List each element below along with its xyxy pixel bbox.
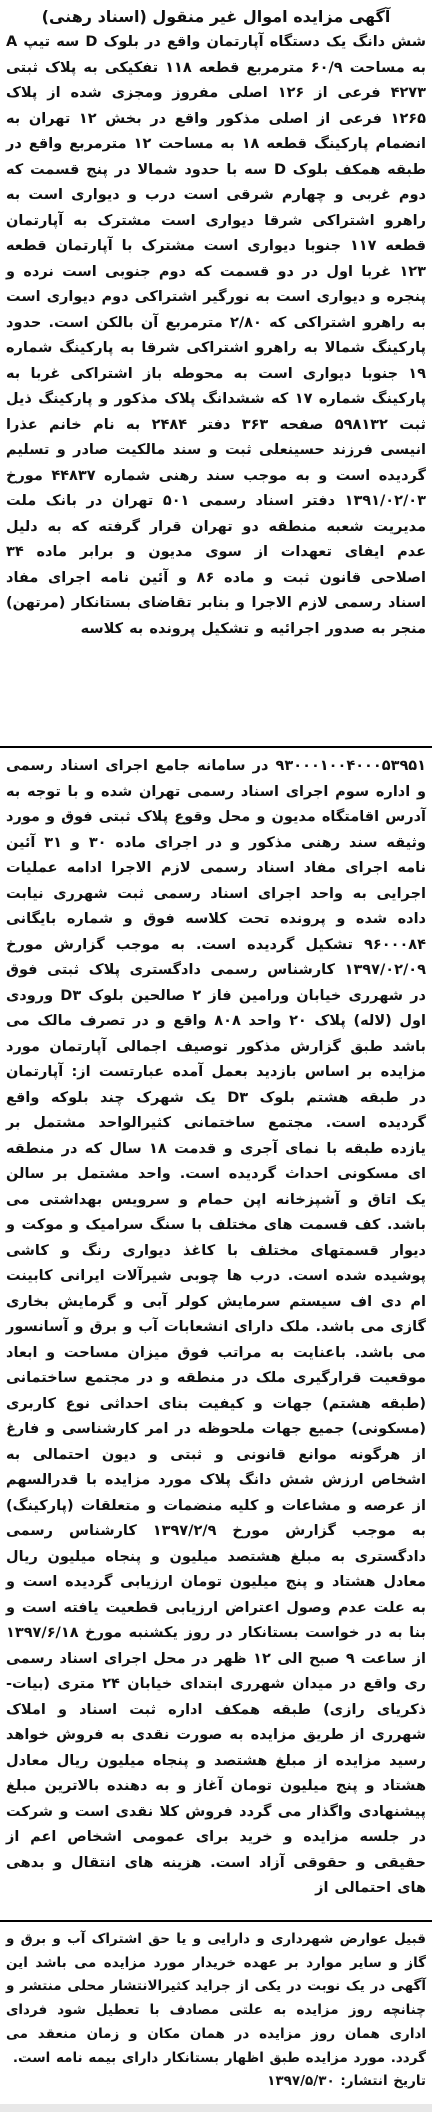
section-divider bbox=[0, 746, 432, 748]
notice-section-2 bbox=[6, 754, 426, 1902]
notice-section-3 bbox=[6, 1928, 426, 2094]
section-divider bbox=[0, 1920, 432, 1922]
notice-body-part-1: شش دانگ یک دستگاه آپارتمان واقع در بلوک D سه تیپ A به مساحت ۶۰/۹ مترمربع قطعه ۱۱۸ تفکیکی به پلاک ثبتی ۴۲۷۳ فرعی از ۱۲۶ اصلی مفروز ومجزی شده از پلاک ۱۲۶۵ فرعی از اصلی مذکور واقع در بخش ۱۲ تهران به انضمام پارکینگ قطعه ۱۸ به مساحت ۱۲ مترمربع واقع در طبقه همکف بلوک D سه با حدود شمالا در پنج قسمت که دوم غربی و چهارم شرقی است درب و دیواری است به راهرو اشتراکی شرقا دیواری است مشترک به آپارتمان قطعه ۱۱۷ جنوبا دیواری است مشترک با آپارتمان قطعه ۱۲۳ غربا اول در دو قسمت که دوم جنوبی است نرده و پنجره و دیواری است به نورگیر اشتراکی دوم دیواری است به راهرو اشتراکی که ۲/۸۰ مترمربع آن بالکن است. حدود پارکینگ شمالا به راهرو اشتراکی شرقا به پارکینگ شماره ۱۹ جنوبا دیواری است به محوطه باز اشتراکی غربا به پارکینگ شماره ۱۷ که ششدانگ پلاک مذکور و پارکینگ ذیل ثبت ۵۹۸۱۳۲ صفحه ۳۶۳ دفتر ۲۴۸۴ به نام خانم عذرا انیسی فرزند حسینعلی ثبت و سند مالکیت صادر و تسلیم گردیده است و به موجب سند رهنی شماره ۴۴۸۳۷ مورخ ۱۳۹۱/۰۲/۰۳ دفتر اسناد رسمی ۵۰۱ تهران در بانک ملت مدیریت شعبه منطقه دو تهران قرار گرفته که به دلیل عدم ایفای تعهدات از سوی مدیون و برابر ماده ۳۴ اصلاحی قانون ثبت و ماده ۸۶ و آئین نامه اجرای مفاد اسناد رسمی لازم الاجرا و بنابر تقاضای بستانکار (مرتهن) منجر به صدور اجرائیه و تشکیل پرونده به کلاسه bbox=[6, 34, 427, 637]
notice-title: آگهی مزایده اموال غیر منقول (اسناد رهنی) bbox=[41, 7, 391, 26]
notice-body-part-3: قبیل عوارض شهرداری و دارایی و یا حق اشتراک آب و برق و گاز و سایر موارد بر عهده خریدار مورد مزایده می باشد این آگهی در یک نوبت در یکی از جراید کثیرالانتشار محلی منتشر و چنانچه روز مزایده به علتی مصادف با تعطیل شود فردای اداری همان روز مزایده در همان مکان و زمان منعقد می گردد. مورد مزایده طبق اظهار بستانکار دارای بیمه نامه است. bbox=[6, 1931, 426, 2066]
notice-section-1 bbox=[6, 4, 426, 642]
publication-date: تاریخ انتشار: ۱۳۹۷/۵/۳۰ bbox=[267, 2073, 426, 2090]
notice-body-part-2: ۹۳۰۰۰۱۰۰۴۰۰۰۵۳۹۵۱ در سامانه جامع اجرای اسناد رسمی و اداره سوم اجرای اسناد رسمی تهران شده و با توجه به آدرس اقامتگاه مدیون و محل وقوع پلاک ثبتی فوق و مورد وثیقه سند رهنی مذکور و در اجرای ماده ۳۰ و ۳۱ آئین نامه اجرای مفاد اسناد رسمی لازم الاجرا ادامه عملیات اجرایی به واحد اجرای اسناد رسمی ثبت شهرری نیابت داده شده و پرونده تحت کلاسه فوق و شماره بایگانی ۹۶۰۰۰۸۴ تشکیل گردیده است. به موجب گزارش مورخ ۱۳۹۷/۰۲/۰۹ کارشناس رسمی دادگستری پلاک ثبتی فوق در شهرری خیابان ورامین فاز ۲ صالحین بلوک D۳ ورودی اول (لاله) پلاک ۲۰ واحد ۸۰۸ واقع و در تصرف مالک می باشد طبق گزارش مذکور توصیف اجمالی آپارتمان مورد مزایده بر اساس بازدید بعمل آمده عبارتست از: آپارتمان در طبقه هشتم بلوک D۳ یک شهرک چند بلوکه واقع گردیده است. مجتمع ساختمانی کثیرالواحد مشتمل بر یازده طبقه با نمای آجری و قدمت ۱۸ سال که در منطقه ای مسکونی احداث گردیده است. واحد مشتمل بر سالن یک اتاق و آشپزخانه اپن حمام و سرویس بهداشتی می باشد. کف قسمت های مختلف با سنگ سرامیک و موکت و دیوار قسمتهای مختلف با کاغذ دیواری رنگ و کاشی پوشیده شده است. درب ها چوبی شیرآلات ایرانی کابینت ام دی اف سیستم سرمایش کولر آبی و گرمایش بخاری گازی می باشد. ملک دارای انشعابات آب و برق و آسانسور می باشد. باعنایت به مراتب فوق میزان مساحت و ابعاد موقعیت قرارگیری ملک در منطقه و در مجتمع ساختمانی (طبقه هشتم) جهات و کیفیت بنای احداثی نوع کاربری (مسکونی) جمیع جهات ملحوظه در امر کارشناسی و فارغ از هرگونه موانع قانونی و ثبتی و دیون احتمالی به اشخاص ارزش شش دانگ پلاک مورد مزایده با قدرالسهم از عرصه و مشاعات و کلیه منضمات و متعلقات (پارکینگ) به موجب گزارش مورخ ۱۳۹۷/۲/۹ کارشناس رسمی دادگستری به مبلغ هشتصد میلیون و پنجاه میلیون ریال معادل هشتاد و پنج میلیون تومان ارزیابی گردیده است و به علت عدم وصول اعتراض ارزیابی قطعیت یافته است و بنا به در خواست بستانکار در روز یکشنبه مورخ ۱۳۹۷/۶/۱۸ از ساعت ۹ صبح الی ۱۲ ظهر در محل اجرای اسناد رسمی ری واقع در میدان شهرری ابتدای خیابان ۲۴ متری (بیات- ذکریای رازی) طبقه همکف اداره ثبت اسناد و املاک شهرری از طریق مزایده به صورت نقدی به فروش خواهد رسید مزایده از مبلغ هشتصد و پنجاه میلیون ریال معادل هشتاد و پنج میلیون تومان آغاز و به دهنده بالاترین مبلغ پیشنهادی واگذار می گردد فروش کلا نقدی است و شرکت در جلسه مزایده و خرید برای عمومی اشخاص اعم از حقیقی و حقوقی آزاد است. هزینه های انتقال و بدهی های احتمالی از bbox=[6, 758, 427, 1896]
page-bottom-strip bbox=[0, 2104, 432, 2112]
